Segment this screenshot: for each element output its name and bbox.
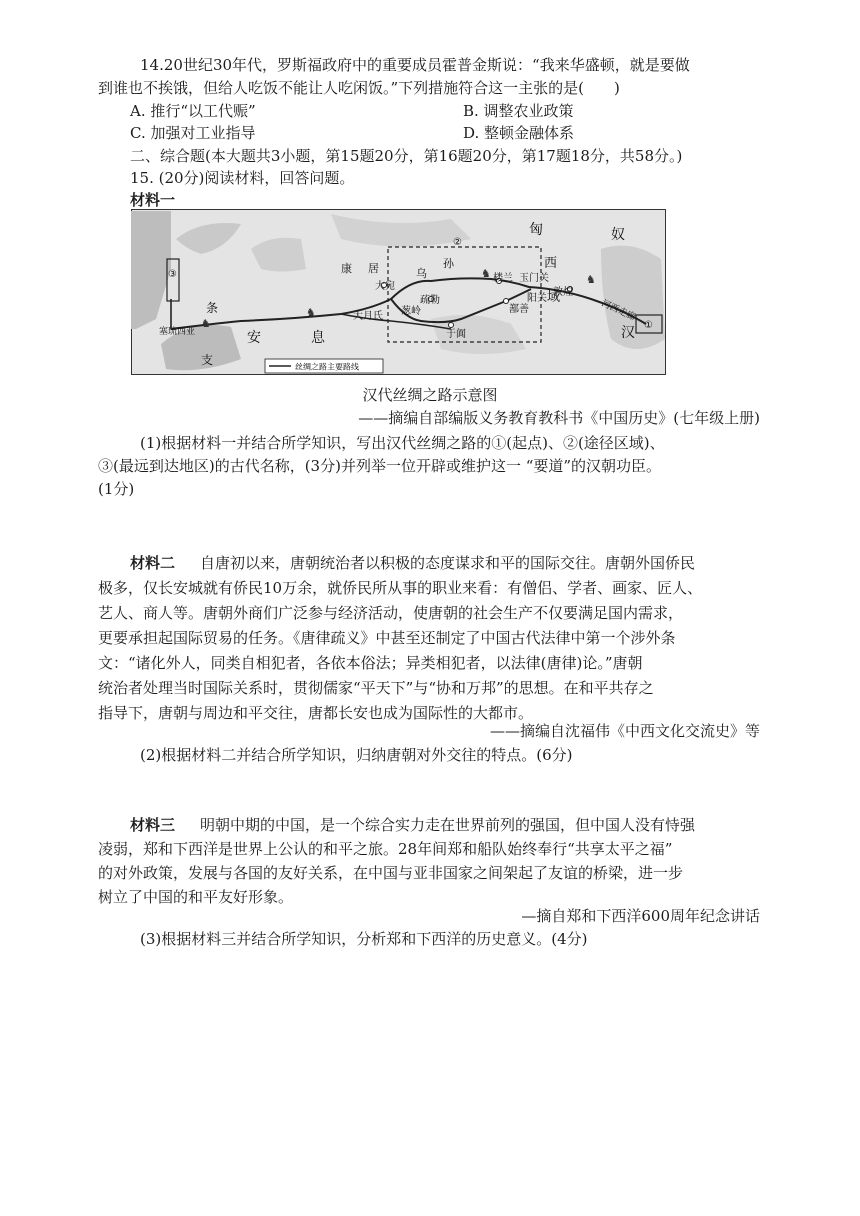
material-2-line-1: 自唐初以来，唐朝统治者以积极的态度谋求和平的国际交往。唐朝外国侨民 bbox=[200, 554, 696, 572]
camel-mark-2: ♞ bbox=[306, 306, 316, 319]
material-1-source: ——摘编自部编版义务教育教科书《中国历史》(七年级上册) bbox=[358, 409, 760, 427]
q14-option-d: D. 整顿金融体系 bbox=[463, 124, 575, 142]
city-dot-shanshan bbox=[504, 299, 509, 304]
material-3-line-4: 树立了中国的和平友好形象。 bbox=[98, 888, 294, 906]
map-caption: 汉代丝绸之路示意图 bbox=[362, 386, 498, 404]
map-label-yumenguan: 玉门关 bbox=[519, 273, 549, 284]
map-label-shule: 疏勒 bbox=[420, 295, 440, 306]
map-label-yangguan: 阳关 bbox=[527, 293, 547, 304]
material-2-line-2: 极多，仅长安城就有侨民10万余，就侨民所从事的职业来看：有僧侣、学者、画家、匠人、 bbox=[98, 579, 703, 597]
map-label-kang: 康 bbox=[341, 262, 352, 275]
map-label-dawan: 大宛 bbox=[375, 281, 395, 292]
map-label-xiongnu-1: 匈 bbox=[529, 222, 543, 238]
material-3-line-3: 的对外政策，发展与各国的友好关系，在中国与亚非国家之间架起了友谊的桥梁，进一步 bbox=[98, 864, 684, 882]
map-label-ju: 居 bbox=[368, 262, 379, 275]
map-label-saiqinxiya: 塞琉西亚 bbox=[159, 327, 196, 337]
map-marker-3: ③ bbox=[168, 269, 177, 280]
q15-2: (2)根据材料二并结合所学知识，归纳唐朝对外交往的特点。(6分) bbox=[140, 746, 573, 764]
material-3-source: —摘自郑和下西洋600周年纪念讲话 bbox=[521, 907, 760, 925]
map-legend-text: 丝绸之路主要路线 bbox=[295, 362, 359, 372]
map-label-hexizoulang: 河西走廊 bbox=[599, 298, 637, 323]
q15-1-line-1: (1)根据材料一并结合所学知识，写出汉代丝绸之路的①(起点)、②(途径区域)、 bbox=[140, 434, 665, 452]
city-dot-yutian bbox=[449, 323, 454, 328]
material-2-line-7: 指导下，唐朝与周边和平交往，唐都长安也成为国际性的大都市。 bbox=[98, 704, 534, 722]
q15-1-line-3: (1分) bbox=[98, 480, 135, 498]
map-marker-1: ① bbox=[644, 320, 653, 331]
material-2-line-5: 文：“诸化外人，同类自相犯者，各依本俗法；异类相犯者，以法律(唐律)论。”唐朝 bbox=[98, 654, 643, 672]
q14-option-c: C. 加强对工业指导 bbox=[130, 124, 256, 142]
map-label-yu: 域 bbox=[547, 290, 561, 305]
map-label-loulan: 楼兰 bbox=[493, 273, 513, 284]
material-2-source: ——摘编自沈福伟《中西文化交流史》等 bbox=[489, 722, 760, 740]
map-label-shanshan: 鄯善 bbox=[509, 304, 529, 315]
map-marker-2: ② bbox=[453, 237, 462, 248]
material-2-line-4: 更要承担起国际贸易的任务。《唐律疏义》中甚至还制定了中国古代法律中第一个涉外条 bbox=[98, 629, 676, 647]
material-3-label: 材料三 bbox=[130, 816, 176, 834]
map-label-dunhuang: 敦煌 bbox=[553, 287, 573, 298]
silk-road-map bbox=[131, 209, 666, 375]
map-label-han: 汉 bbox=[621, 325, 635, 341]
material-2-label: 材料二 bbox=[130, 554, 176, 572]
material-3-line-2: 凌弱，郑和下西洋是世界上公认的和平之旅。28年间郑和船队始终奉行“共享太平之福” bbox=[98, 840, 673, 858]
map-label-an: 安 bbox=[247, 330, 261, 346]
section-2-heading: 二、综合题(本大题共3小题，第15题20分，第16题20分，第17题18分，共58分。) bbox=[130, 147, 683, 165]
map-label-zhi: 支 bbox=[201, 353, 214, 367]
q14-line-1: 14.20世纪30年代，罗斯福政府中的重要成员霍普金斯说：“我来华盛顿，就是要做 bbox=[140, 56, 690, 74]
map-label-tiao: 条 bbox=[206, 301, 219, 315]
map-label-dayuezhi: 大月氏 bbox=[353, 311, 383, 322]
material-2-line-6: 统治者处理当时国际关系时，贯彻儒家“平天下”与“协和万邦”的思想。在和平共存之 bbox=[98, 679, 654, 697]
q14-option-b: B. 调整农业政策 bbox=[463, 102, 574, 120]
q14-option-a: A. 推行“以工代赈” bbox=[130, 102, 256, 120]
material-3-line-1: 明朝中期的中国，是一个综合实力走在世界前列的强国，但中国人没有恃强 bbox=[200, 816, 696, 834]
map-label-xi-2: 息 bbox=[311, 330, 325, 346]
material-1-label: 材料一 bbox=[130, 191, 176, 209]
q15-3: (3)根据材料三并结合所学知识，分析郑和下西洋的历史意义。(4分) bbox=[140, 930, 588, 948]
q15-1-line-2: ③(最远到达地区)的古代名称，(3分)并列举一位开辟或维护这一 “要道”的汉朝功臣。 bbox=[98, 457, 662, 475]
camel-mark-4: ♞ bbox=[586, 273, 596, 286]
map-label-yutian: 于阗 bbox=[446, 329, 466, 340]
map-label-wu: 乌 bbox=[416, 267, 427, 280]
map-label-sun: 孙 bbox=[443, 257, 454, 270]
camel-mark-3: ♞ bbox=[481, 267, 491, 280]
material-2-line-3: 艺人、商人等。唐朝外商们广泛参与经济活动，使唐朝的社会生产不仅要满足国内需求， bbox=[98, 604, 684, 622]
map-label-congling: 葱岭 bbox=[401, 306, 421, 317]
map-label-xi: 西 bbox=[544, 256, 558, 271]
q14-line-2: 到谁也不挨饿，但给人吃饭不能让人吃闲饭。”下列措施符合这一主张的是( ) bbox=[98, 79, 620, 97]
camel-mark-1: ♞ bbox=[201, 317, 211, 330]
map-label-xiongnu-2: 奴 bbox=[611, 227, 625, 243]
q15-intro: 15. (20分)阅读材料，回答问题。 bbox=[130, 169, 355, 187]
